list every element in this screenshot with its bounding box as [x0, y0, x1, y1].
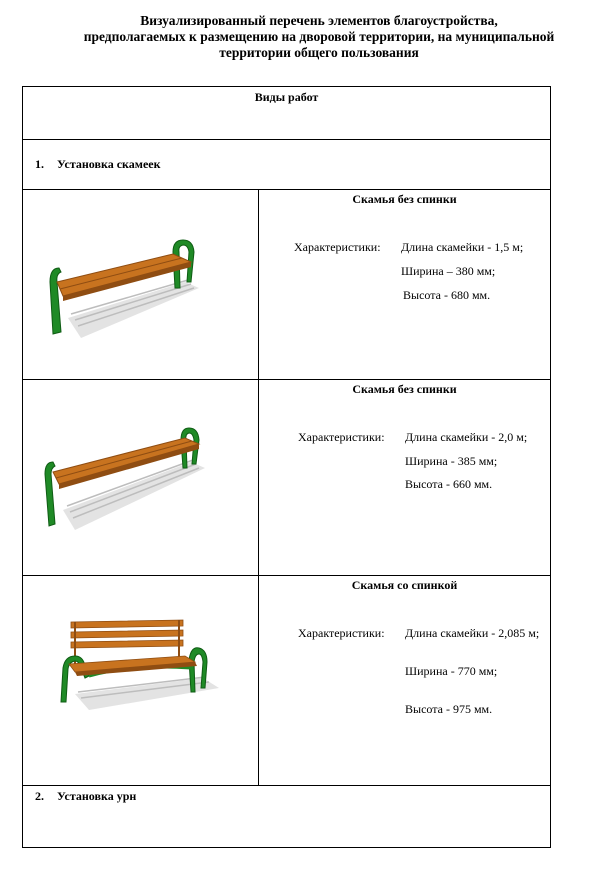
- bench-length: Длина скамейки - 2,0 м;: [405, 430, 528, 444]
- bench-image-cell: [23, 576, 259, 786]
- section-title: Установка урн: [57, 789, 137, 803]
- title-line: предполагаемых к размещению на дворовой территории, на муниципальной: [83, 29, 555, 44]
- bench-image-cell: [23, 190, 259, 380]
- bench-with-back-image: [23, 576, 259, 785]
- bench-name: Скамья без спинки: [352, 382, 457, 396]
- title-line: территории общего пользования: [219, 45, 419, 60]
- table-row: [23, 380, 551, 576]
- backless-bench-image: [23, 380, 259, 575]
- bench-height: Высота - 660 мм.: [405, 477, 493, 491]
- table-row: [23, 576, 551, 786]
- section-title: Установка скамеек: [57, 157, 161, 171]
- section-row: [23, 786, 551, 848]
- characteristics-label: Характеристики:: [294, 240, 381, 254]
- document-title: [30, 13, 608, 61]
- bench-length: Длина скамейки - 2,085 м;: [405, 626, 540, 640]
- bench-height: Высота - 975 мм.: [405, 702, 493, 716]
- bench-name: Скамья со спинкой: [351, 578, 458, 592]
- bench-width: Ширина - 770 мм;: [405, 664, 498, 678]
- bench-description: [259, 576, 551, 786]
- bench-height: Высота - 680 мм.: [403, 288, 491, 302]
- bench-length: Длина скамейки - 1,5 м;: [401, 240, 524, 254]
- bench-width: Ширина - 385 мм;: [405, 454, 498, 468]
- table-row: [23, 190, 551, 380]
- bench-description: [259, 190, 551, 380]
- title-line: Визуализированный перечень элементов благоустройства,: [140, 13, 498, 28]
- characteristics-label: Характеристики:: [298, 430, 385, 444]
- section-number: 2.: [35, 789, 44, 803]
- characteristics-label: Характеристики:: [298, 626, 385, 640]
- bench-width: Ширина – 380 мм;: [401, 264, 496, 278]
- bench-image-cell: [23, 380, 259, 576]
- section-number: 1.: [35, 157, 44, 171]
- section-row: [23, 140, 551, 190]
- bench-name: Скамья без спинки: [352, 192, 457, 206]
- table-header: Виды работ: [23, 87, 551, 140]
- works-table: [22, 86, 551, 848]
- bench-description: [259, 380, 551, 576]
- backless-bench-image: [23, 190, 259, 379]
